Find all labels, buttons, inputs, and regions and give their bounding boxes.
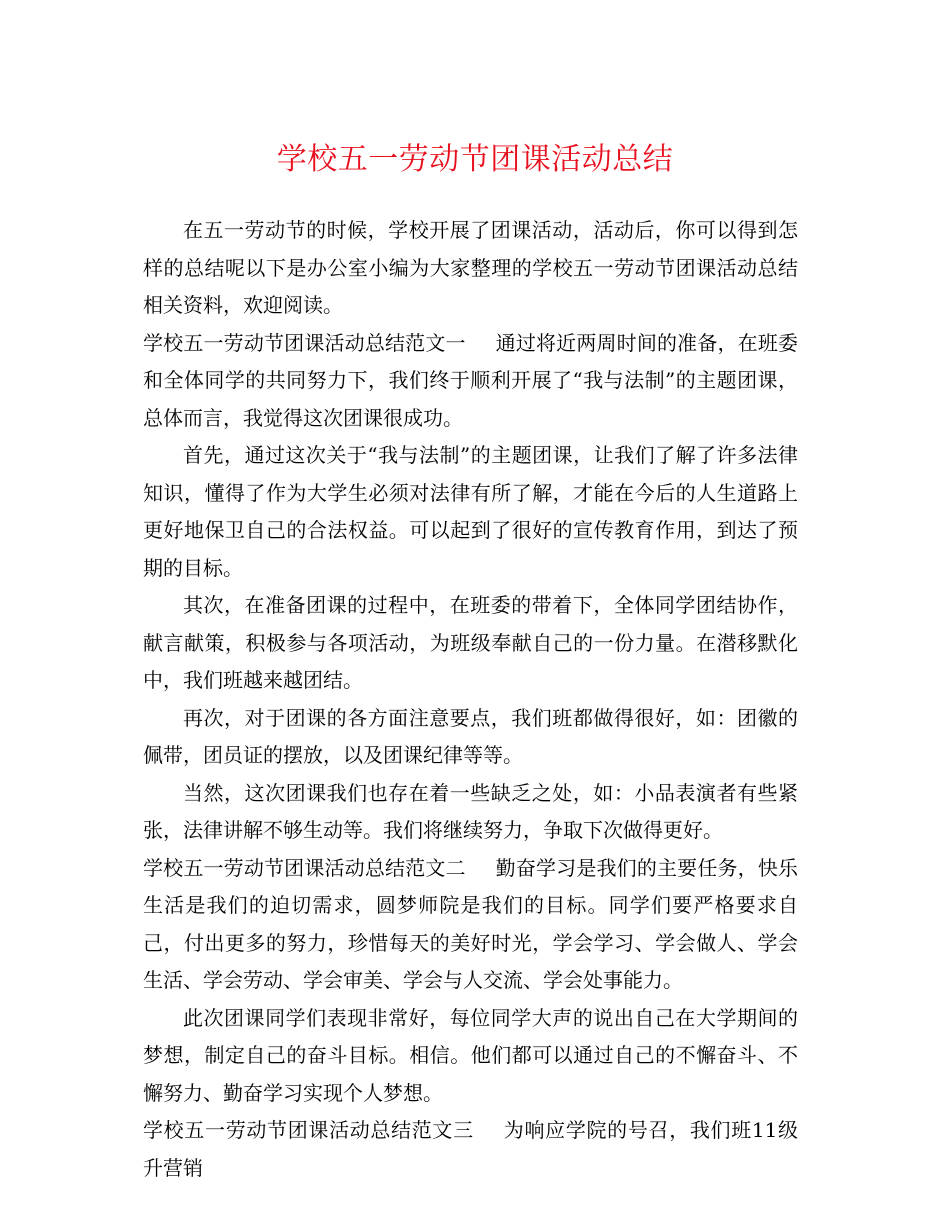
- document-body: [143, 212, 798, 1187]
- section-1-heading: 学校五一劳动节团课活动总结范文一: [143, 330, 466, 355]
- section-1-para-4: 当然，这次团课我们也存在着一些缺乏之处，如：小品表演者有些紧张，法律讲解不够生动等。我们将继续努力，争取下次做得更好。: [143, 780, 798, 842]
- section-2-heading: 学校五一劳动节团课活动总结范文二: [143, 855, 466, 880]
- section-1-para-3: 再次，对于团课的各方面注意要点，我们班都做得很好，如：团徽的佩带，团员证的摆放，以及团课纪律等等。: [143, 705, 798, 767]
- section-2-lead: 勤奋学习是我们的主要任务，快乐生活是我们的迫切需求，圆梦师院是我们的目标。同学们要严格要求自己，付出更多的努力，珍惜每天的美好时光，学会学习、学会做人、学会生活、学会劳动、学会审美、学会与人交流、学会处事能力。: [143, 855, 799, 992]
- intro-paragraph: 在五一劳动节的时候，学校开展了团课活动，活动后，你可以得到怎样的总结呢以下是办公室小编为大家整理的学校五一劳动节团课活动总结相关资料，欢迎阅读。: [143, 218, 798, 317]
- section-2-paragraph: [143, 850, 798, 1000]
- section-2-para-1: 此次团课同学们表现非常好，每位同学大声的说出自己在大学期间的梦想，制定自己的奋斗目标。相信。他们都可以通过自己的不懈奋斗、不懈努力、勤奋学习实现个人梦想。: [143, 1005, 798, 1105]
- section-3-lead: 为响应学院的号召，我们班11级升营销: [143, 1118, 799, 1180]
- section-3-heading: 学校五一劳动节团课活动总结范文三: [143, 1118, 474, 1142]
- section-1-lead: 通过将近两周时间的准备，在班委和全体同学的共同努力下，我们终于顺利开展了“我与法制”的主题团课，总体而言，我觉得这次团课很成功。: [143, 330, 799, 430]
- section-1-paragraph: [143, 325, 798, 438]
- section-1-para-1: 首先，通过这次关于“我与法制”的主题团课，让我们了解了许多法律知识，懂得了作为大学生必须对法律有所了解，才能在今后的人生道路上更好地保卫自己的合法权益。可以起到了很好的宣传教育作用，到达了预期的目标。: [143, 443, 798, 580]
- document-title: 学校五一劳动节团课活动总结: [276, 142, 674, 177]
- section-1-para-2: 其次，在准备团课的过程中，在班委的带着下，全体同学团结协作，献言献策，积极参与各项活动，为班级奉献自己的一份力量。在潜移默化中，我们班越来越团结。: [143, 593, 798, 692]
- section-3-paragraph: [143, 1112, 798, 1187]
